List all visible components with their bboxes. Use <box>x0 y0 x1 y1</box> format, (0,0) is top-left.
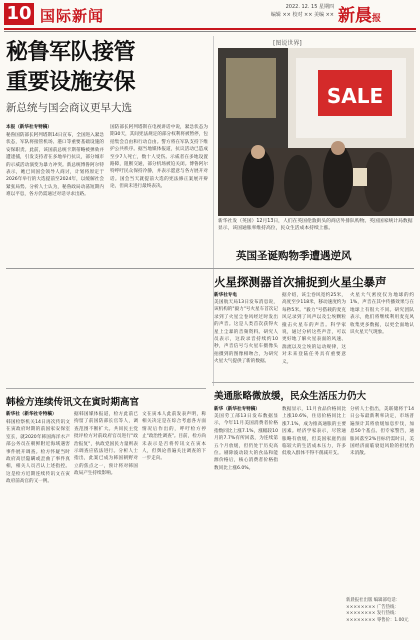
header-meta <box>252 3 334 19</box>
mars-col-2: 据介绍，该尘卷风宽约25米，高度至少118米，移动速度约为每秒5米。"毅力"号搭载的麦克风记录到了风声以及尘埃颗粒撞击火星车的声音。科学家说，通过分析这些声音，可以更好地了解火星表面的风速、湍流以及尘埃的运动规律，这对未来登陆任务具有重要意义。 <box>282 293 346 365</box>
news-photo <box>218 48 414 216</box>
section-divider-1 <box>6 268 414 269</box>
section-title: 国际新闻 <box>40 7 105 25</box>
svg-text:SALE: SALE <box>326 84 384 108</box>
mars-col-1: 美国航天局13日发布消息说，该机构的"毅力"号火星车首次记录到了火星尘卷风经过时发出的声音。这是人类首次获得火星上尘暴的音频资料。研究人员表示，这段录音持续约10秒，声音信号与火星车摄像头拍摄到的图像相吻合，为研究火星大气提供了新的数据。 <box>214 300 278 365</box>
korea-col-3: 文在寅本人此前发表声明，称相关决定是在综合考虑各方面情况后作出的，呼吁检方停止"政治性调查"。目前，检方尚未表示是否将传讯文在寅本人，但舆论普遍关注调查的下一步走向。 <box>142 412 206 462</box>
korea-col-1: 韩国检察机关14日再次传讯文在寅政府时期的前国家安保室室长，就2020年韩国海洋水产部公务员在朝鲜附近海域遇害事件展开调查。检方怀疑当时政府高层隐瞒或歪曲了事件真相，相关人员否认上述指控。这是检方近期连续传讯文在寅政府前高官的又一例。 <box>6 420 70 485</box>
mars-headline: 火星探测器首次捕捉到火星尘暴声 <box>214 275 387 289</box>
lead-col-1: 秘鲁国防部长阿列塔斯14日宣布，全国进入紧急状态，军队将接管机场、港口等重要基础设施的安保职责。此前，该国前总统卡斯蒂略被弹劾并遭逮捕，引发支持者在多地举行抗议，部分城市的示威活动演变为暴力冲突。新总统博鲁阿尔特表示，她已同国会领导人商讨，计划将原定于2026年举行的大选提前至2024年，以缓解社会紧张局势。分析人士认为，秘鲁政局动荡短期内难以平息，各方仍需通过对话寻求出路。 <box>6 133 104 198</box>
newspaper-logo: 新晨报 <box>338 6 382 26</box>
mars-col-3: 火星大气密度仅为地球的约1%，声音在其中传播效果与在地球上有很大不同。研究团队表示，他们将继续利用麦克风收集更多数据，以更全面地认识火星天气现象。 <box>350 293 414 336</box>
korea-byline: 新华社（新华社专特稿） <box>6 412 57 417</box>
photo-headline: 英国圣诞购物季遭遇逆风 <box>236 250 352 262</box>
header-rule <box>4 28 416 30</box>
photo-shopping-street <box>218 48 414 216</box>
editor-line: 编辑 ×× 校对 ×× 美编 ×× <box>270 12 334 18</box>
section-divider-3 <box>212 382 414 383</box>
header-rule-thin <box>4 31 416 32</box>
footer-info: 新晨报社出版 编辑部电话：×××××××× 广告热线：×××××××× 发行热线：×××××××× 零售价：1.00元 <box>346 598 409 623</box>
us-byline: 新华（新华社专特稿） <box>214 407 260 412</box>
date-line: 2022. 12. 15 星期四 <box>285 4 334 10</box>
korea-col-2: 据韩国媒体报道，检方此前已拘留了前国防部长官等人，调查范围不断扩大。共同民主党批评检方对前政府官员进行"政治报复"，执政党国民力量则表示调查应依法进行。分析人士指出，此案已成为韩国朝野对立的焦点之一，预计将对韩国政局产生持续影响。 <box>74 412 138 477</box>
mars-byline: 新华社专电 <box>214 293 237 298</box>
korea-headline: 韩检方连续传讯文在寅时期高官 <box>6 397 140 408</box>
lead-subheadline: 新总统与国会商议更早大选 <box>6 102 132 114</box>
us-headline: 美通胀略微放缓，民众生活压力仍大 <box>214 391 367 402</box>
lead-byline: 本报（新华社专特稿） <box>6 125 52 130</box>
photo-caption: 新华社发（英国）12月13日，人们在英国伦敦街头的商店外排队购物。英国国家统计局数据显示，该国通胀率维持高位，民众生活成本持续上涨。 <box>218 219 413 231</box>
us-col-2: 数据显示，11月食品价格同比上涨10.6%，住房价格同比上涨7.1%，成为推高通胀的主要因素。经济学家表示，尽管通胀略有放缓，但美国家庭仍面临较大的生活成本压力，许多低收入群体不得不削减开支。 <box>282 407 346 457</box>
lead-headline: 秘鲁军队接管 重要设施安保 <box>6 40 136 95</box>
section-divider-2 <box>6 388 206 389</box>
lead-col-2: 国防部长阿列塔斯在电视讲话中说，紧急状态为期30天，其间宪法规定的部分权利将被暂停，包括集会自由和行动自由。警方将在军队支持下维护公共秩序。据当地媒体报道，抗议活动已造成至少7人死亡，数十人受伤。示威者在多地设置路障，阻断交通，部分机场被迫关闭。博鲁阿尔特呼吁民众保持冷静，并表示愿意与各方展开对话。国会当天就提前大选的宪法修正案展开辩论，但尚未进行最终表决。 <box>110 125 208 190</box>
photo-section-tag: [图说世界] <box>273 40 302 47</box>
us-col-3: 分析人士指出，美联储将于14日公布最新利率决定，市场普遍预计其将放缓加息步伐，加息50个基点。但专家警告，通胀回落至2%目标仍需时日，美国经济面临衰退风险的担忧仍未消散。 <box>350 407 414 457</box>
us-col-1: 美国劳工部13日发布数据显示，今年11月美国消费者价格指数同比上涨7.1%，涨幅较10月的7.7%有所回落，为连续第五个月放缓，但仍处于历史高位。剔除波动较大的食品和能源价格后，核心消费者价格指数同比上涨6.0%。 <box>214 414 278 471</box>
page-number: 10 <box>4 3 34 25</box>
